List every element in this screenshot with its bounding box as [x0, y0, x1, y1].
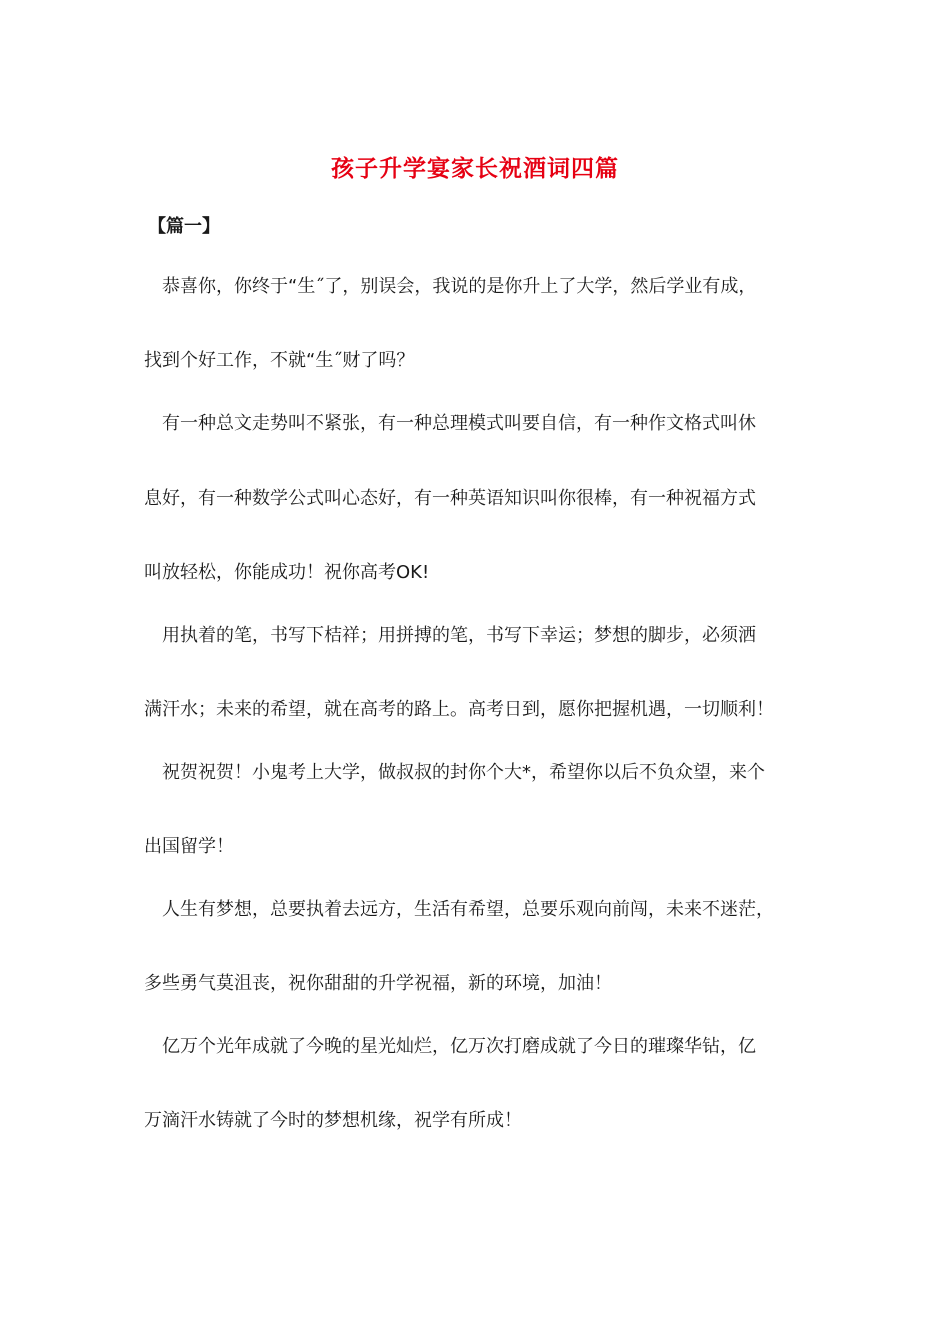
paragraph-line: 祝贺祝贺！小鬼考上大学，做叔叔的封你个大*，希望你以后不负众望，来个	[162, 762, 765, 783]
paragraph-line: 叫放轻松，你能成功！祝你高考OK!	[144, 562, 430, 583]
paragraph-line: 用执着的笔，书写下桔祥；用拼搏的笔，书写下幸运；梦想的脚步，必须洒	[162, 625, 756, 646]
document-title: 孩子升学宴家长祝酒词四篇	[331, 155, 619, 182]
paragraph-line: 亿万个光年成就了今晚的星光灿烂，亿万次打磨成就了今日的璀璨华钻，亿	[162, 1036, 756, 1057]
paragraph-line: 找到个好工作，不就“生˝财了吗？	[144, 350, 415, 371]
paragraph-line: 息好，有一种数学公式叫心态好，有一种英语知识叫你很棒，有一种祝福方式	[144, 488, 756, 509]
paragraph-line: 满汗水；未来的希望，就在高考的路上。高考日到，愿你把握机遇，一切顺利！	[144, 699, 774, 720]
section-label: 【篇一】	[148, 216, 220, 237]
paragraph-line: 出国留学！	[144, 836, 234, 857]
paragraph-line: 多些勇气莫沮丧，祝你甜甜的升学祝福，新的环境，加油！	[144, 973, 612, 994]
paragraph-line: 恭喜你，你终于“生˝了，别误会，我说的是你升上了大学，然后学业有成，	[162, 276, 757, 297]
paragraph-line: 人生有梦想，总要执着去远方，生活有希望，总要乐观向前闯，未来不迷茫，	[162, 899, 774, 920]
paragraph-line: 万滴汗水铸就了今时的梦想机缘，祝学有所成！	[144, 1110, 522, 1131]
paragraph-line: 有一种总文走势叫不紧张，有一种总理模式叫要自信，有一种作文格式叫休	[162, 413, 756, 434]
